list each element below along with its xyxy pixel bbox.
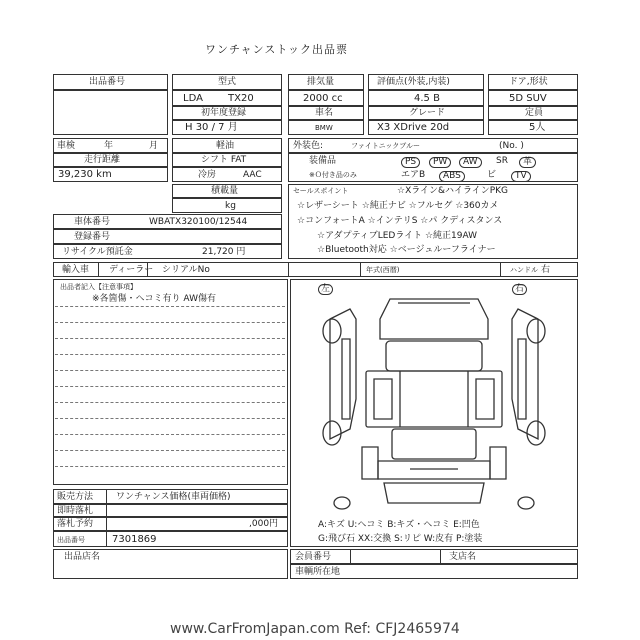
score-label-cell bbox=[368, 74, 484, 90]
sales-point-5: ☆Bluetooth対応 ☆ベージュルーフライナー bbox=[317, 245, 496, 255]
maker-label-cell bbox=[288, 106, 364, 120]
equipment-label: 装備品 bbox=[309, 156, 337, 166]
recycle-label: リサイクル預託金 bbox=[62, 247, 133, 257]
equip-airbag: エアB bbox=[401, 170, 426, 180]
model-label: 型式 bbox=[218, 77, 237, 87]
equip-leather: 革 bbox=[519, 157, 536, 168]
mileage-value: 39,230 km bbox=[58, 169, 112, 180]
reg-no-cell bbox=[53, 229, 282, 244]
model-code: TX20 bbox=[228, 93, 254, 104]
aircon-cell bbox=[172, 167, 282, 182]
first-reg-value: H 30 / 7 月 bbox=[185, 122, 238, 133]
reserve-yen: ,000円 bbox=[249, 519, 279, 529]
serial-label: シリアルNo bbox=[162, 265, 210, 275]
door-value: 5D SUV bbox=[509, 93, 547, 104]
member-label: 会員番号 bbox=[295, 552, 332, 562]
capacity-value-cell bbox=[488, 120, 578, 135]
door-label-cell bbox=[488, 74, 578, 90]
pay-value: ワンチャンス価格(車両価格) bbox=[116, 492, 231, 502]
color-cell bbox=[288, 138, 578, 153]
capacity-value: 5人 bbox=[529, 122, 546, 133]
equip-sr: SR bbox=[496, 156, 508, 166]
notes-label: 出品者記入【注意事項】 bbox=[60, 283, 137, 291]
sales-point-label: セールスポイント bbox=[293, 187, 349, 195]
maker-value: BMW bbox=[315, 124, 333, 132]
inspection-month: 月 bbox=[149, 141, 159, 151]
pay-label: 販売方法 bbox=[57, 492, 94, 502]
grade-label: グレード bbox=[409, 108, 446, 118]
vin-cell bbox=[53, 214, 282, 229]
sheet-title: ワンチャンストック出品票 bbox=[205, 43, 349, 56]
color-value: ファイトニックブルー bbox=[351, 142, 421, 150]
instant-row bbox=[53, 504, 288, 517]
equipment-note: ※Ｏ付き品のみ bbox=[309, 171, 357, 179]
dealer-label: ディーラー bbox=[109, 265, 154, 275]
lot-value-cell bbox=[53, 90, 168, 135]
shop-label: 出品店名 bbox=[64, 552, 101, 562]
grade-value-cell bbox=[368, 120, 484, 135]
load-unit: kg bbox=[225, 201, 236, 211]
legend-line-2: G:飛び石 XX:交換 S:リピ W:皮有 P:塗装 bbox=[318, 534, 483, 544]
fuel-value: 軽油 bbox=[216, 141, 235, 151]
shop-box bbox=[53, 549, 288, 579]
car-diagram bbox=[290, 279, 578, 547]
door-value-cell bbox=[488, 90, 578, 106]
address-label: 車輌所在地 bbox=[295, 567, 341, 577]
notes-line-1: ※各箇傷・ヘコミ有り AW傷有 bbox=[92, 294, 216, 304]
maker-label: 車名 bbox=[315, 108, 334, 118]
vin-value: WBATX320100/12544 bbox=[149, 217, 248, 227]
import-label: 輸入車 bbox=[62, 265, 90, 275]
inspection-year: 年 bbox=[104, 141, 114, 151]
year-label: 年式(西暦) bbox=[366, 266, 400, 274]
legend-line-1: A:キズ U:ヘコミ B:キズ・ヘコミ E:凹色 bbox=[318, 520, 480, 530]
sales-point-3: ☆コンフォートA ☆インテリS ☆パ クディスタンス bbox=[297, 216, 503, 226]
recycle-value: 21,720 円 bbox=[202, 247, 246, 257]
pay-row bbox=[53, 489, 288, 504]
lot-label-cell bbox=[53, 74, 168, 90]
grade-value: X3 XDrive 20d bbox=[377, 122, 450, 133]
id-label: 出品番号 bbox=[57, 536, 85, 544]
model-prefix: LDA bbox=[183, 93, 203, 104]
color-number: (No. ) bbox=[499, 141, 524, 151]
branch-label: 支店名 bbox=[449, 552, 477, 562]
handle-label: ハンドル bbox=[510, 266, 538, 274]
score-label: 評価点(外装,内装) bbox=[377, 77, 450, 87]
score-value: 4.5 B bbox=[414, 93, 440, 104]
id-row bbox=[53, 531, 288, 547]
capacity-label: 定員 bbox=[525, 108, 544, 118]
equip-abs: ABS bbox=[439, 171, 465, 182]
equip-tv: TV bbox=[511, 171, 531, 182]
load-value-cell bbox=[172, 198, 282, 213]
model-label-cell bbox=[172, 74, 282, 90]
reserve-label: 落札予約 bbox=[57, 519, 94, 529]
sales-point-4: ☆アダプティブLEDライト ☆純正19AW bbox=[317, 231, 478, 241]
load-label-cell bbox=[172, 184, 282, 198]
sales-points-cell bbox=[288, 184, 578, 259]
load-label: 積載量 bbox=[211, 186, 239, 196]
sales-point-1: ☆Xライン&ハイラインPKG bbox=[397, 186, 509, 196]
grade-label-cell bbox=[368, 106, 484, 120]
address-row bbox=[290, 564, 578, 579]
fuel-cell bbox=[172, 138, 282, 153]
aircon-value: AAC bbox=[243, 170, 262, 180]
color-label: 外装色: bbox=[293, 141, 324, 151]
displacement-value-cell bbox=[288, 90, 364, 106]
reg-no-label: 登録番号 bbox=[74, 232, 111, 242]
equip-ps: PS bbox=[401, 157, 420, 168]
diagram-left-label: 左 bbox=[318, 284, 333, 295]
equipment-cell bbox=[288, 153, 578, 182]
inspection-cell bbox=[53, 138, 168, 153]
model-value-cell bbox=[172, 90, 282, 106]
mileage-label: 走行距離 bbox=[84, 155, 121, 165]
mileage-label-cell bbox=[53, 153, 168, 167]
id-value: 7301869 bbox=[112, 534, 157, 545]
equip-bi: ビ bbox=[487, 170, 497, 180]
displacement-value: 2000 cc bbox=[303, 93, 343, 104]
displacement-label-cell bbox=[288, 74, 364, 90]
capacity-label-cell bbox=[488, 106, 578, 120]
maker-value-cell bbox=[288, 120, 364, 135]
reserve-row bbox=[53, 517, 288, 531]
first-reg-value-cell bbox=[172, 120, 282, 135]
lot-label: 出品番号 bbox=[89, 77, 126, 87]
shift-value: シフト FAT bbox=[201, 155, 247, 165]
handle-value: 右 bbox=[541, 265, 551, 275]
sales-point-2: ☆レザーシート ☆純正ナビ ☆フルセグ ☆360カメ bbox=[297, 201, 499, 211]
equip-aw: AW bbox=[459, 157, 482, 168]
first-reg-label-cell bbox=[172, 106, 282, 120]
recycle-cell bbox=[53, 244, 282, 259]
first-reg-label: 初年度登録 bbox=[201, 108, 247, 118]
inspection-label: 車検 bbox=[57, 141, 76, 151]
diagram-right-label: 右 bbox=[512, 284, 527, 295]
displacement-label: 排気量 bbox=[307, 77, 335, 87]
equip-pw: PW bbox=[429, 157, 451, 168]
watermark-footer: www.CarFromJapan.com Ref: CFJ2465974 bbox=[170, 621, 460, 637]
member-row bbox=[290, 549, 578, 564]
shift-cell bbox=[172, 153, 282, 167]
aircon-label: 冷房 bbox=[198, 170, 217, 180]
vin-label: 車体番号 bbox=[74, 217, 111, 227]
notes-box bbox=[53, 279, 288, 485]
door-label: ドア,形状 bbox=[509, 77, 548, 87]
score-value-cell bbox=[368, 90, 484, 106]
mileage-value-cell bbox=[53, 167, 168, 182]
instant-label: 即時落札 bbox=[57, 506, 94, 516]
